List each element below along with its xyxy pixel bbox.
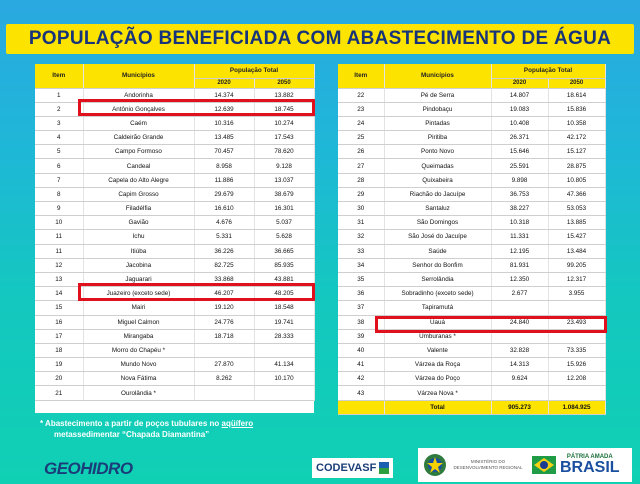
row-item: 30 <box>338 202 384 216</box>
row-item: 20 <box>35 372 83 386</box>
page-title: POPULAÇÃO BENEFICIADA COM ABASTECIMENTO DE ÁGUA <box>28 28 612 49</box>
row-2020: 9.624 <box>491 372 548 386</box>
row-item: 32 <box>338 230 384 244</box>
row-municipio: Itiúba <box>83 244 194 258</box>
row-item: 36 <box>338 287 384 301</box>
row-item: 11 <box>35 244 83 258</box>
row-municipio: São José do Jacuípe <box>384 230 491 244</box>
row-2020 <box>491 301 548 315</box>
table-row <box>35 315 314 329</box>
table-row <box>338 244 605 258</box>
row-2020: 36.753 <box>491 187 548 201</box>
row-municipio: Jacobina <box>83 258 194 272</box>
row-2050: 16.301 <box>254 202 314 216</box>
row-2020: 5.331 <box>194 230 254 244</box>
table-row <box>35 372 314 386</box>
row-municipio: Serrolândia <box>384 272 491 286</box>
row-2020: 36.226 <box>194 244 254 258</box>
row-municipio: Queimadas <box>384 159 491 173</box>
row-2050: 15.926 <box>548 358 605 372</box>
row-2050: 48.205 <box>254 287 314 301</box>
row-2050: 85.935 <box>254 258 314 272</box>
table-row <box>35 258 314 272</box>
row-municipio: Caldeirão Grande <box>83 131 194 145</box>
total-row <box>338 400 605 414</box>
row-2020: 29.679 <box>194 187 254 201</box>
table-row <box>338 315 605 329</box>
table-row <box>35 301 314 315</box>
table-row <box>338 329 605 343</box>
row-2020 <box>491 386 548 400</box>
row-2050 <box>548 386 605 400</box>
row-2020: 38.227 <box>491 202 548 216</box>
row-item: 23 <box>338 102 384 116</box>
row-municipio: Várzea Nova * <box>384 386 491 400</box>
row-2020: 10.316 <box>194 116 254 130</box>
row-municipio: Umburanas * <box>384 329 491 343</box>
row-2050 <box>254 386 314 400</box>
row-2020: 12.350 <box>491 272 548 286</box>
table-row <box>338 202 605 216</box>
header-2020: 2020 <box>194 78 254 88</box>
total-label: Total <box>384 400 491 414</box>
row-municipio: São Domingos <box>384 216 491 230</box>
row-2020: 11.331 <box>491 230 548 244</box>
row-municipio: Sobradinho (exceto sede) <box>384 287 491 301</box>
table-row <box>338 272 605 286</box>
footnote-line2: metassedimentar “Chapada Diamantina” <box>54 430 210 439</box>
table-row <box>338 287 605 301</box>
row-2020: 25.591 <box>491 159 548 173</box>
header-municipio: Municípios <box>83 64 194 88</box>
row-item: 41 <box>338 358 384 372</box>
row-2050: 99.205 <box>548 258 605 272</box>
row-2020: 46.207 <box>194 287 254 301</box>
row-2050: 13.484 <box>548 244 605 258</box>
total-item <box>338 400 384 414</box>
row-2050: 10.274 <box>254 116 314 130</box>
table-row <box>338 372 605 386</box>
table-row <box>35 216 314 230</box>
table-row <box>35 145 314 159</box>
row-item: 6 <box>35 159 83 173</box>
row-item: 27 <box>338 159 384 173</box>
row-2020: 81.931 <box>491 258 548 272</box>
row-2050: 73.335 <box>548 343 605 357</box>
right-table <box>338 64 606 415</box>
table-row <box>35 287 314 301</box>
row-2020: 27.870 <box>194 358 254 372</box>
row-2020: 32.828 <box>491 343 548 357</box>
row-2020: 82.725 <box>194 258 254 272</box>
row-item: 43 <box>338 386 384 400</box>
row-item: 18 <box>35 343 83 357</box>
row-item: 40 <box>338 343 384 357</box>
row-2050: 28.333 <box>254 329 314 343</box>
row-municipio: Campo Formoso <box>83 145 194 159</box>
left-table-panel <box>35 64 314 413</box>
table-row <box>35 202 314 216</box>
coat-of-arms-icon <box>422 452 448 478</box>
geohidro-text: GEOHIDRO <box>44 459 133 478</box>
row-item: 26 <box>338 145 384 159</box>
row-2020: 4.676 <box>194 216 254 230</box>
codevasf-logo <box>312 458 393 478</box>
row-item: 13 <box>35 272 83 286</box>
row-item: 9 <box>35 202 83 216</box>
row-2020 <box>194 343 254 357</box>
table-row <box>338 358 605 372</box>
row-item: 31 <box>338 216 384 230</box>
table-row <box>338 230 605 244</box>
table-row <box>338 187 605 201</box>
row-municipio: Ourolândia * <box>83 386 194 400</box>
brasil-wordmark <box>560 454 620 476</box>
row-2020: 11.886 <box>194 173 254 187</box>
row-item: 25 <box>338 131 384 145</box>
header-pop-total: População Total <box>194 64 314 78</box>
header-2050: 2050 <box>548 78 605 88</box>
header-2050: 2050 <box>254 78 314 88</box>
row-municipio: Capela do Alto Alegre <box>83 173 194 187</box>
row-item: 1 <box>35 88 83 102</box>
brasil-text: BRASIL <box>560 459 620 476</box>
row-2050 <box>254 343 314 357</box>
row-municipio: Candeal <box>83 159 194 173</box>
row-2050: 5.037 <box>254 216 314 230</box>
total-2050: 1.084.925 <box>548 400 605 414</box>
row-2050: 15.127 <box>548 145 605 159</box>
row-2050: 23.493 <box>548 315 605 329</box>
row-municipio: Gavião <box>83 216 194 230</box>
row-2050: 13.037 <box>254 173 314 187</box>
row-municipio: Riachão do Jacuípe <box>384 187 491 201</box>
government-logo <box>418 448 632 482</box>
table-row <box>35 173 314 187</box>
row-2020: 12.639 <box>194 102 254 116</box>
row-2050: 18.745 <box>254 102 314 116</box>
row-2020: 15.646 <box>491 145 548 159</box>
row-municipio: Miguel Calmon <box>83 315 194 329</box>
row-2020: 12.195 <box>491 244 548 258</box>
row-item: 37 <box>338 301 384 315</box>
table-row <box>35 88 314 102</box>
row-2020: 14.374 <box>194 88 254 102</box>
patria-amada-text: PÁTRIA AMADA <box>566 454 613 460</box>
row-2050: 10.805 <box>548 173 605 187</box>
left-table <box>35 64 315 401</box>
row-municipio: Tapiramutá <box>384 301 491 315</box>
row-item: 28 <box>338 173 384 187</box>
row-item: 24 <box>338 116 384 130</box>
row-2020: 70.457 <box>194 145 254 159</box>
table-row <box>338 116 605 130</box>
row-2050: 38.679 <box>254 187 314 201</box>
row-2020: 26.371 <box>491 131 548 145</box>
row-municipio: Nova Fátima <box>83 372 194 386</box>
row-municipio: Ichu <box>83 230 194 244</box>
row-item: 34 <box>338 258 384 272</box>
table-row <box>35 386 314 400</box>
table-row <box>35 187 314 201</box>
table-row <box>338 159 605 173</box>
row-2020: 8.958 <box>194 159 254 173</box>
row-item: 11 <box>35 230 83 244</box>
title-banner <box>6 24 634 54</box>
row-2050: 10.170 <box>254 372 314 386</box>
row-2020: 33.868 <box>194 272 254 286</box>
header-pop-total: População Total <box>491 64 605 78</box>
row-2050: 13.882 <box>254 88 314 102</box>
row-municipio: Caém <box>83 116 194 130</box>
row-item: 14 <box>35 287 83 301</box>
row-item: 39 <box>338 329 384 343</box>
table-row <box>338 102 605 116</box>
row-municipio: Jaguarari <box>83 272 194 286</box>
table-row <box>35 343 314 357</box>
row-item: 33 <box>338 244 384 258</box>
row-2050: 3.955 <box>548 287 605 301</box>
table-row <box>338 216 605 230</box>
row-municipio: Várzea da Roça <box>384 358 491 372</box>
row-2050: 53.053 <box>548 202 605 216</box>
codevasf-text: CODEVASF <box>316 462 377 474</box>
row-municipio: Santaluz <box>384 202 491 216</box>
row-municipio: Pé de Serra <box>384 88 491 102</box>
row-2050: 19.741 <box>254 315 314 329</box>
row-2020: 14.807 <box>491 88 548 102</box>
table-row <box>35 272 314 286</box>
row-municipio: Mairi <box>83 301 194 315</box>
table-row <box>338 258 605 272</box>
row-2050: 36.665 <box>254 244 314 258</box>
table-row <box>338 301 605 315</box>
table-row <box>35 230 314 244</box>
header-item: Item <box>338 64 384 88</box>
row-item: 7 <box>35 173 83 187</box>
table-row <box>35 244 314 258</box>
row-municipio: Filadélfia <box>83 202 194 216</box>
table-row <box>338 131 605 145</box>
row-2050: 42.172 <box>548 131 605 145</box>
row-item: 19 <box>35 358 83 372</box>
header-municipio: Municípios <box>384 64 491 88</box>
row-municipio: Capim Grosso <box>83 187 194 201</box>
row-2050: 15.836 <box>548 102 605 116</box>
row-2050: 43.881 <box>254 272 314 286</box>
row-2050: 18.548 <box>254 301 314 315</box>
row-2020: 8.262 <box>194 372 254 386</box>
row-2050: 17.543 <box>254 131 314 145</box>
row-municipio: Várzea do Poço <box>384 372 491 386</box>
row-2050: 47.366 <box>548 187 605 201</box>
row-municipio: Antônio Gonçalves <box>83 102 194 116</box>
table-row <box>35 102 314 116</box>
row-item: 4 <box>35 131 83 145</box>
row-item: 29 <box>338 187 384 201</box>
row-municipio: Mirangaba <box>83 329 194 343</box>
row-2050: 28.875 <box>548 159 605 173</box>
row-2020 <box>194 386 254 400</box>
row-2020: 19.083 <box>491 102 548 116</box>
row-item: 12 <box>35 258 83 272</box>
table-row <box>338 386 605 400</box>
row-municipio: Piritiba <box>384 131 491 145</box>
row-2050: 10.358 <box>548 116 605 130</box>
row-municipio: Quixabeira <box>384 173 491 187</box>
row-2020: 16.610 <box>194 202 254 216</box>
row-2050: 9.128 <box>254 159 314 173</box>
row-2050: 12.317 <box>548 272 605 286</box>
row-municipio: Valente <box>384 343 491 357</box>
row-2020 <box>491 329 548 343</box>
row-2050 <box>548 329 605 343</box>
row-municipio: Saúde <box>384 244 491 258</box>
table-row <box>35 329 314 343</box>
right-table-panel <box>338 64 605 415</box>
row-2050: 78.620 <box>254 145 314 159</box>
row-2020: 14.313 <box>491 358 548 372</box>
row-item: 3 <box>35 116 83 130</box>
table-row <box>338 145 605 159</box>
row-item: 8 <box>35 187 83 201</box>
row-item: 5 <box>35 145 83 159</box>
row-item: 15 <box>35 301 83 315</box>
footnote-underlined: aqüífero <box>221 419 254 428</box>
table-row <box>35 358 314 372</box>
footnote-line1: * Abastecimento a partir de poços tubulares no <box>40 419 222 428</box>
table-row <box>338 88 605 102</box>
row-2050: 41.134 <box>254 358 314 372</box>
row-item: 10 <box>35 216 83 230</box>
row-municipio: Senhor do Bonfim <box>384 258 491 272</box>
table-row <box>35 116 314 130</box>
footnote <box>40 418 340 440</box>
row-item: 2 <box>35 102 83 116</box>
row-item: 16 <box>35 315 83 329</box>
row-municipio: Pindobaçu <box>384 102 491 116</box>
row-item: 22 <box>338 88 384 102</box>
row-2050: 12.208 <box>548 372 605 386</box>
row-2020: 9.898 <box>491 173 548 187</box>
header-item: Item <box>35 64 83 88</box>
row-2050 <box>548 301 605 315</box>
row-item: 35 <box>338 272 384 286</box>
row-2020: 10.318 <box>491 216 548 230</box>
row-2020: 10.408 <box>491 116 548 130</box>
row-2020: 18.718 <box>194 329 254 343</box>
row-2020: 13.485 <box>194 131 254 145</box>
row-municipio: Ponto Novo <box>384 145 491 159</box>
ministry-name: MINISTÉRIO DO DESENVOLVIMENTO REGIONAL <box>453 459 523 470</box>
row-2020: 2.677 <box>491 287 548 301</box>
row-2050: 18.614 <box>548 88 605 102</box>
table-row <box>338 343 605 357</box>
codevasf-mark-icon <box>379 462 389 474</box>
row-item: 21 <box>35 386 83 400</box>
table-row <box>35 159 314 173</box>
row-municipio: Pintadas <box>384 116 491 130</box>
table-row <box>338 173 605 187</box>
row-item: 42 <box>338 372 384 386</box>
row-2050: 5.628 <box>254 230 314 244</box>
row-municipio: Mundo Novo <box>83 358 194 372</box>
row-2050: 13.885 <box>548 216 605 230</box>
header-2020: 2020 <box>491 78 548 88</box>
row-municipio: Juazeiro (exceto sede) <box>83 287 194 301</box>
row-2020: 24.776 <box>194 315 254 329</box>
row-municipio: Morro do Chapéu * <box>83 343 194 357</box>
row-item: 17 <box>35 329 83 343</box>
geohidro-logo <box>44 459 133 479</box>
table-row <box>35 131 314 145</box>
brazil-flag-icon <box>532 456 556 474</box>
row-municipio: Uauá <box>384 315 491 329</box>
row-2020: 19.120 <box>194 301 254 315</box>
total-2020: 905.273 <box>491 400 548 414</box>
row-2050: 15.427 <box>548 230 605 244</box>
row-item: 38 <box>338 315 384 329</box>
row-municipio: Andorinha <box>83 88 194 102</box>
row-2020: 24.840 <box>491 315 548 329</box>
